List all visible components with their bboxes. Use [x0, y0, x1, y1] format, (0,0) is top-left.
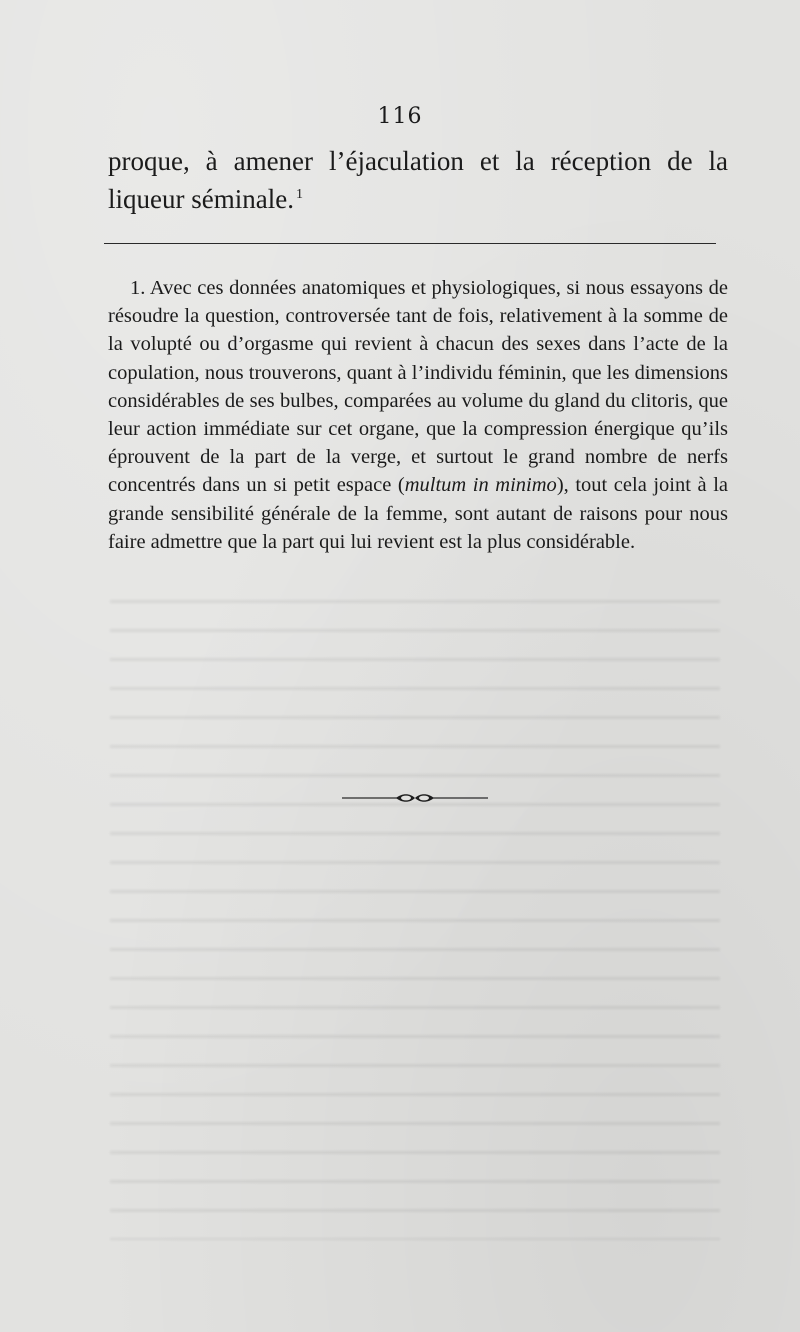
footnote-reference: 1 [295, 187, 303, 202]
footnote-text-part-2: ), tout cela joint à la grande sensibilité générale de la femme, sont autant de raisons pour nous faire admettre que la part qui lui revient est la plus considérable. [108, 474, 728, 553]
page-number: 116 [377, 104, 423, 129]
footnote [108, 274, 728, 556]
end-ornament-icon [340, 790, 490, 806]
footnote-separator-rule [104, 243, 716, 244]
main-text-body: proque, à amener l’éjaculation et la réception de la liqueur séminale. [108, 146, 728, 214]
footnote-paragraph [108, 274, 728, 556]
footnote-text-part-1: Avec ces données anatomiques et physiologiques, si nous essayons de résoudre la question, controversée tant de fois, relativement à la somme de la volupté ou d’orgasme qui revient à chacun des sexes dans l’acte de la copulation, nous trouverons, quant à l’individu féminin, que les dimensions considérables de ses bulbes, comparées au volume du gland du clitoris, que leur action immédiate sur cet organe, que la compression énergique qu’ils éprouvent de la part de la verge, et surtout le grand nombre de nerfs concentrés dans un si petit espace ( [108, 277, 728, 497]
footnote-marker: 1. [130, 277, 146, 299]
show-through-texture [110, 600, 720, 1240]
main-text [108, 142, 728, 218]
footnote-italic-phrase: multum in minimo [404, 474, 557, 497]
